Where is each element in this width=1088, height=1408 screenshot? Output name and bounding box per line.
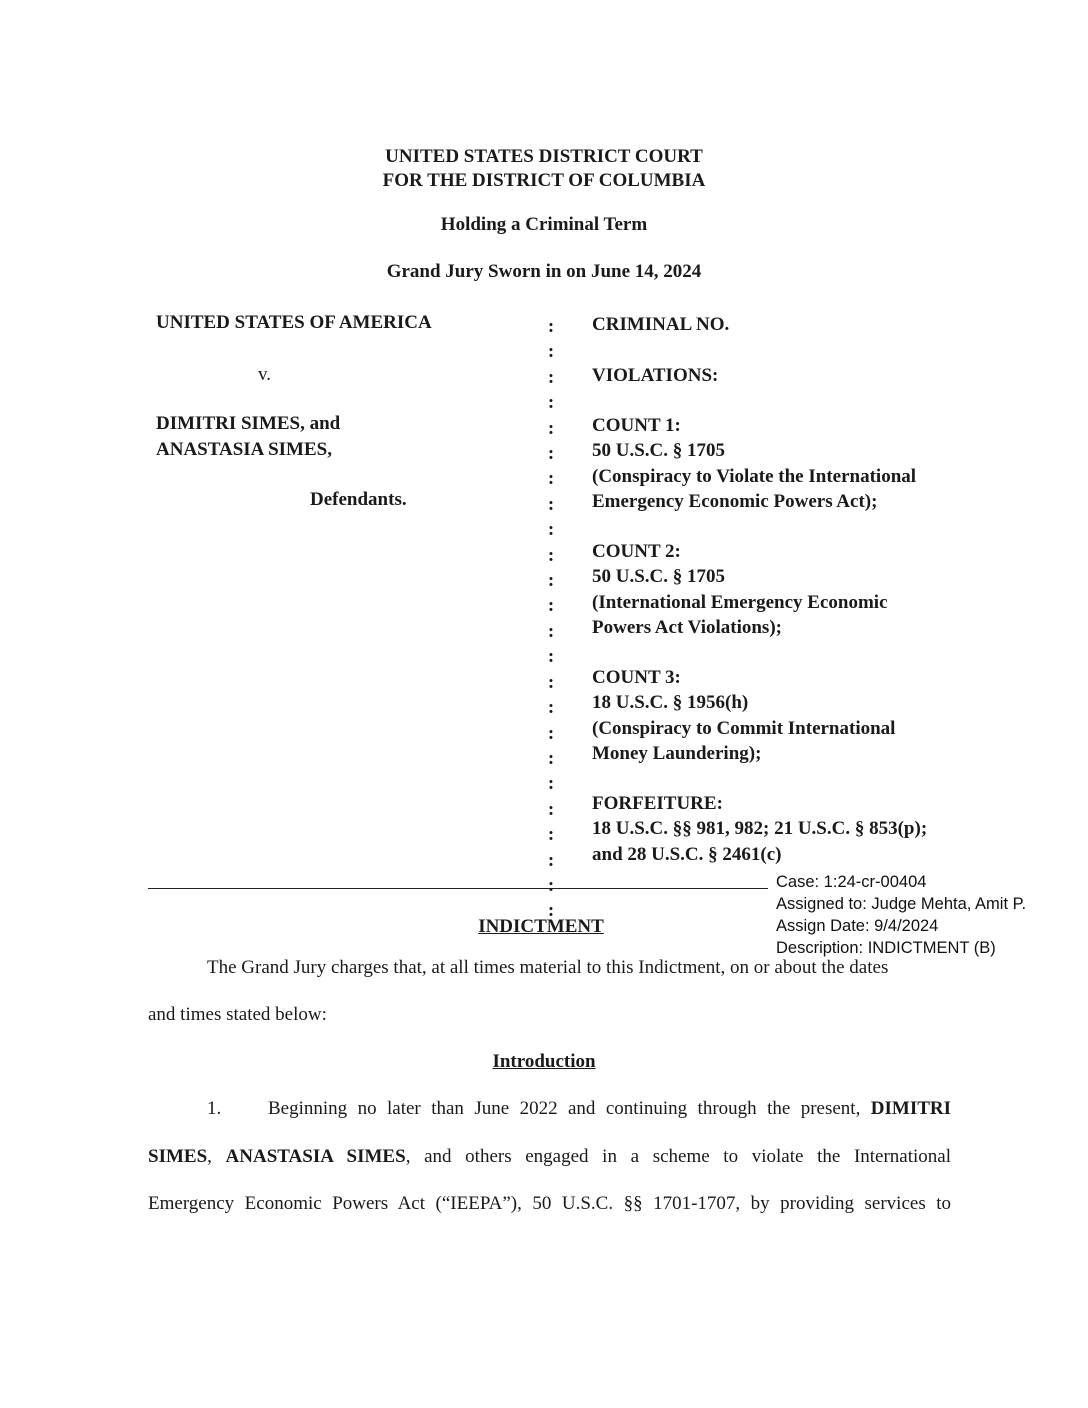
introduction-heading [0, 1051, 1088, 1073]
indictment-title [0, 916, 1088, 938]
court-heading [0, 145, 1088, 193]
case-description: Description: INDICTMENT (B) [776, 939, 996, 957]
grand-jury-sworn: Grand Jury Sworn in on June 14, 2024 [386, 261, 702, 282]
violations-label: VIOLATIONS: [592, 365, 719, 386]
forfeiture-title: FORFEITURE: [592, 793, 723, 814]
paragraph-1-comma: , [207, 1146, 226, 1167]
paragraph-1-number: 1. [207, 1098, 222, 1119]
criminal-term: Holding a Criminal Term [440, 214, 648, 235]
count-2-title: COUNT 2: [592, 541, 681, 562]
charge-line-2: and times stated below: [148, 1004, 327, 1025]
count-3-title: COUNT 3: [592, 667, 681, 688]
defendant-1: DIMITRI SIMES, and [156, 413, 341, 434]
indictment-title-text: INDICTMENT [478, 916, 604, 937]
count-1-description-line1: (Conspiracy to Violate the International [592, 465, 917, 487]
count-3-description-line1: (Conspiracy to Commit International [592, 717, 896, 739]
count-3-block [592, 665, 895, 767]
assigned-judge: Assigned to: Judge Mehta, Amit P. [776, 895, 1027, 913]
paragraph-1-line-2-text: , and others engaged in a scheme to violate the International [405, 1146, 952, 1167]
count-3-description-line2: Money Laundering); [592, 743, 762, 765]
case-assignment-stamp [776, 871, 1026, 959]
paragraph-1-line-3: Emergency Economic Powers Act (“IEEPA”), 50 U.S.C. §§ 1701-1707, by providing services to [148, 1193, 951, 1214]
introduction-heading-text: Introduction [492, 1051, 596, 1072]
count-1-statute: 50 U.S.C. § 1705 [592, 440, 726, 462]
count-1-description-line2: Emergency Economic Powers Act); [592, 491, 878, 513]
case-number: Case: 1:24-cr-00404 [776, 873, 927, 891]
plaintiff-name: UNITED STATES OF AMERICA [156, 312, 432, 333]
paragraph-1-line-1 [268, 1098, 951, 1120]
count-1-block [592, 413, 916, 515]
count-2-statute: 50 U.S.C. § 1705 [592, 566, 726, 588]
forfeiture-statutes-line2: and 28 U.S.C. § 2461(c) [592, 843, 782, 865]
count-2-description-line1: (International Emergency Economic [592, 591, 888, 613]
defendant-2: ANASTASIA SIMES, [156, 439, 332, 460]
court-name-line2: FOR THE DISTRICT OF COLUMBIA [382, 170, 706, 191]
paragraph-1-line-1-text: Beginning no later than June 2022 and continuing through the present, [268, 1098, 871, 1119]
versus-label: v. [258, 364, 272, 385]
criminal-number-label: CRIMINAL NO. [592, 314, 730, 335]
count-2-description-line2: Powers Act Violations); [592, 617, 782, 639]
assign-date: Assign Date: 9/4/2024 [776, 917, 939, 935]
count-2-block [592, 539, 888, 641]
defendant-name-dimitri: DIMITRI [870, 1098, 951, 1119]
court-name-line1: UNITED STATES DISTRICT COURT [385, 146, 703, 167]
defendant-name-simes: SIMES [148, 1146, 208, 1167]
paragraph-1-line-2 [148, 1146, 951, 1168]
count-1-title: COUNT 1: [592, 415, 681, 436]
caption-colon-column: : : : : : : : : : : : : : : : : : : : : : : : : [547, 316, 555, 922]
charge-line-1: The Grand Jury charges that, at all times material to this Indictment, on or about the dates [207, 957, 889, 978]
defendant-name-anastasia: ANASTASIA SIMES [225, 1146, 406, 1167]
count-3-statute: 18 U.S.C. § 1956(h) [592, 692, 749, 714]
forfeiture-block [592, 791, 927, 867]
caption-divider-line [148, 888, 768, 889]
defendants-label: Defendants. [310, 489, 407, 510]
forfeiture-statutes-line1: 18 U.S.C. §§ 981, 982; 21 U.S.C. § 853(p); [592, 818, 928, 840]
